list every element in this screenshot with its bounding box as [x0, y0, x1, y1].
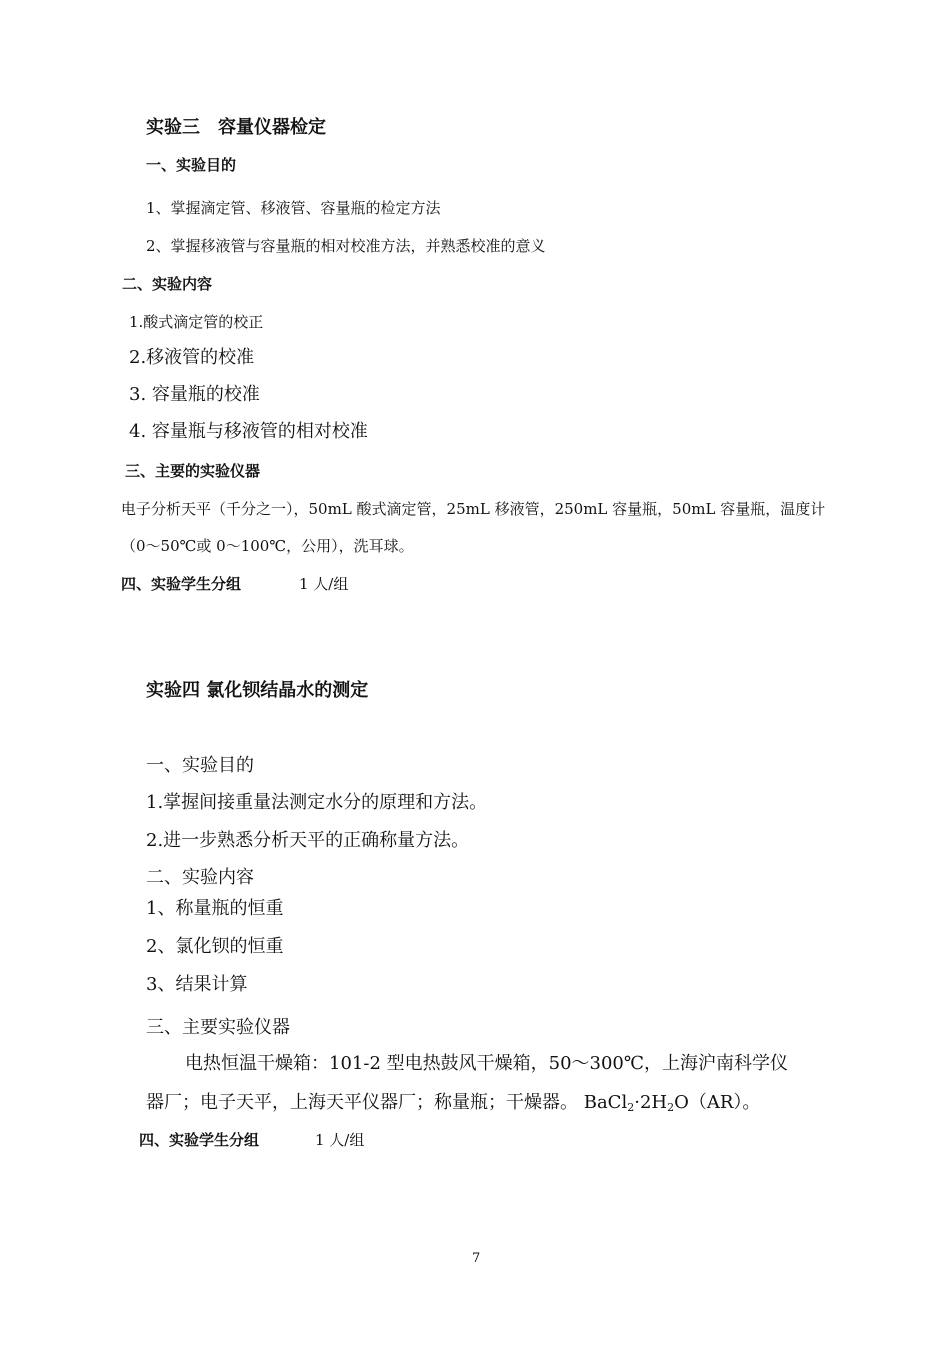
formula-subscript-2: 2	[667, 1101, 675, 1114]
exp3-purpose-item-1: 1、掌握滴定管、移液管、容量瓶的检定方法	[146, 199, 441, 217]
exp3-content-item-1: 1.酸式滴定管的校正	[129, 313, 264, 331]
exp4-instruments-line-2	[146, 1094, 760, 1113]
exp3-content-item-4: 4. 容量瓶与移液管的相对校准	[129, 421, 368, 442]
exp4-instruments-line-1: 电热恒温干燥箱：101-2 型电热鼓风干燥箱，50～300℃，上海沪南科学仪	[185, 1053, 789, 1074]
exp4-content-item-2: 2、氯化钡的恒重	[146, 936, 284, 957]
exp3-group-value: 1 人/组	[299, 575, 349, 593]
exp4-instruments-line-2-text: 器厂；电子天平，上海天平仪器厂；称量瓶；干燥器。 BaCl	[146, 1092, 628, 1113]
formula-subscript-1: 2	[627, 1101, 635, 1114]
exp4-title: 实验四 氯化钡结晶水的测定	[146, 680, 369, 701]
exp4-content-item-1: 1、称量瓶的恒重	[146, 898, 284, 919]
exp3-section-group: 四、实验学生分组	[121, 575, 242, 593]
exp3-title: 实验三 容量仪器检定	[146, 117, 326, 138]
exp4-purpose-item-2: 2.进一步熟悉分析天平的正确称量方法。	[146, 830, 470, 851]
exp3-section-content: 二、实验内容	[122, 275, 213, 293]
formula-suffix: O（AR）。	[674, 1092, 761, 1113]
exp3-content-item-3: 3. 容量瓶的校准	[129, 384, 260, 405]
exp3-section-instruments: 三、主要的实验仪器	[125, 462, 261, 480]
exp4-purpose-item-1: 1.掌握间接重量法测定水分的原理和方法。	[146, 792, 488, 813]
exp3-purpose-item-2: 2、掌握移液管与容量瓶的相对校准方法，并熟悉校准的意义	[146, 237, 546, 255]
exp4-section-instruments: 三、主要实验仪器	[146, 1017, 290, 1038]
exp4-content-item-3: 3、结果计算	[146, 974, 248, 995]
exp3-instruments-line-1: 电子分析天平（千分之一），50mL 酸式滴定管，25mL 移液管，250mL 容量瓶，50mL 容量瓶，温度计	[121, 500, 826, 518]
exp4-section-group: 四、实验学生分组	[139, 1131, 260, 1149]
exp3-section-purpose: 一、实验目的	[146, 156, 237, 174]
exp3-content-item-2: 2.移液管的校准	[129, 347, 255, 368]
exp4-group-value: 1 人/组	[315, 1131, 365, 1149]
exp4-section-content: 二、实验内容	[146, 867, 254, 888]
exp4-section-purpose: 一、实验目的	[146, 755, 254, 776]
page-number: 7	[472, 1251, 481, 1266]
formula-middle: ·2H	[634, 1092, 668, 1113]
exp3-instruments-line-2: （0～50℃或 0～100℃，公用），洗耳球。	[121, 537, 414, 555]
